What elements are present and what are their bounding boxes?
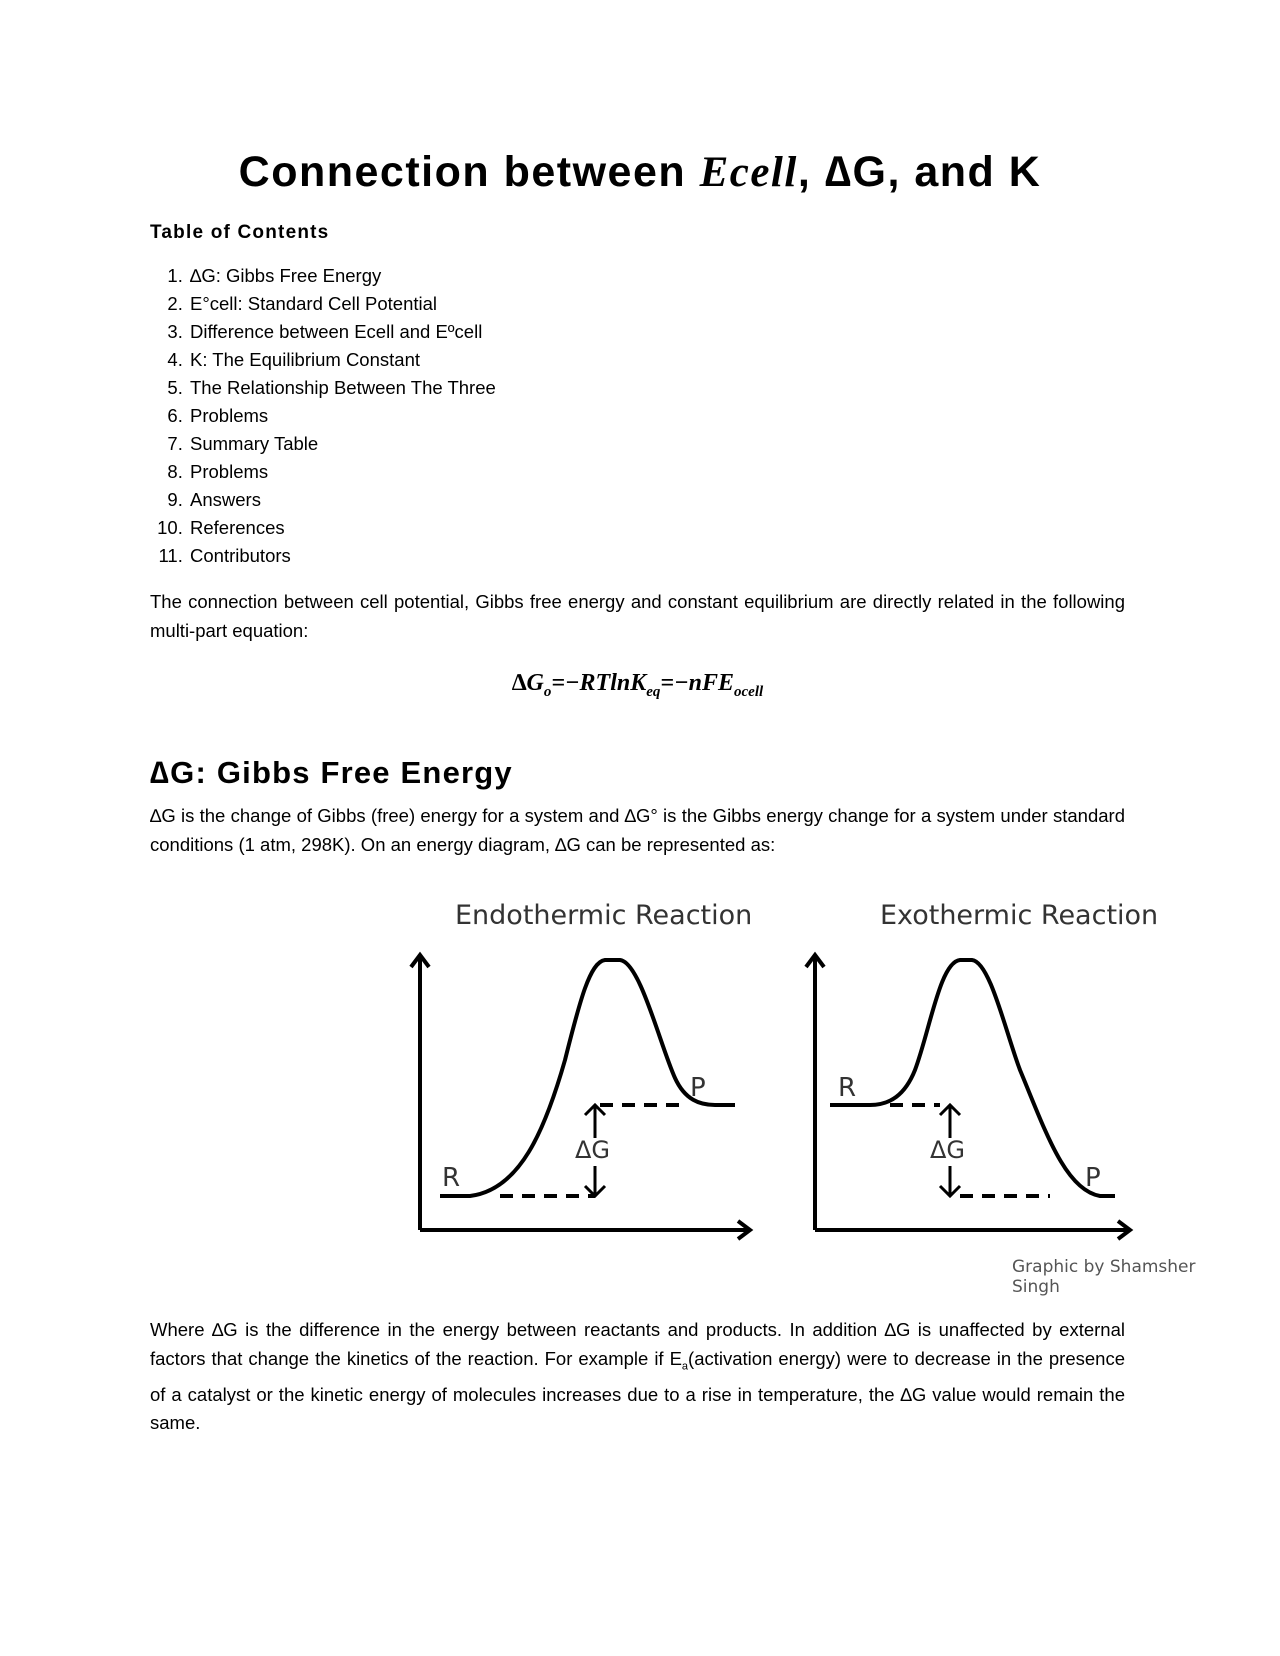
toc-item-label[interactable]: ∆G: Gibbs Free Energy	[190, 265, 382, 286]
reactant-label: R	[838, 1073, 857, 1103]
endothermic-diagram	[411, 955, 750, 1239]
toc-item-label[interactable]: Difference between Ecell and Eºcell	[190, 321, 483, 342]
energy-diagram-svg	[260, 900, 1230, 1300]
eq-part: =−RTlnK	[551, 670, 647, 696]
toc-item-label[interactable]: E°cell: Standard Cell Potential	[190, 293, 438, 314]
delta-g-label: ΔG	[575, 1136, 611, 1164]
toc-item[interactable]	[188, 318, 496, 346]
toc-item[interactable]	[188, 374, 496, 402]
toc-item-label[interactable]: K: The Equilibrium Constant	[190, 349, 420, 370]
toc-heading: Table of Contents	[150, 222, 330, 243]
y-axis	[806, 955, 824, 1230]
toc-item-label[interactable]: Problems	[190, 461, 269, 482]
eq-part: =−nFE	[660, 670, 735, 696]
toc-item[interactable]	[188, 458, 496, 486]
gibbs-paragraph: ∆G is the change of Gibbs (free) energy for a system and ∆G° is the Gibbs energy change for a system under standard conditions (1 atm, 298K). On an energy diagram, ∆G can be represented as:	[150, 805, 1125, 855]
toc-item-label[interactable]: Answers	[190, 489, 261, 510]
toc-item[interactable]	[188, 290, 496, 318]
graphic-credit: Graphic by Shamsher Singh	[1012, 1257, 1196, 1297]
product-label: P	[690, 1073, 706, 1103]
reaction-curve	[830, 960, 1115, 1196]
eq-sub: ocell	[734, 683, 764, 700]
title-ecell: Ecell	[699, 149, 798, 196]
gibbs-paragraph-2	[150, 1316, 1125, 1438]
page-title	[0, 148, 1280, 197]
toc-item-label[interactable]: Summary Table	[190, 433, 319, 454]
toc-item[interactable]	[188, 430, 496, 458]
section-heading-gibbs: ∆G: Gibbs Free Energy	[150, 755, 513, 790]
x-axis	[815, 1221, 1130, 1239]
exothermic-title: Exothermic Reaction	[880, 900, 1159, 931]
para-text: Where ∆G is the difference in the energy between reactants and products. In addition ∆G is unaffected by external factors that change the kinetics of the reaction. For example if E	[150, 1319, 1125, 1369]
toc-item-label[interactable]: Problems	[190, 405, 269, 426]
toc-item[interactable]	[188, 262, 496, 290]
endothermic-title: Endothermic Reaction	[455, 900, 753, 931]
toc-item-label[interactable]: Contributors	[190, 545, 291, 566]
toc-item[interactable]	[188, 402, 496, 430]
toc-item-label[interactable]: The Relationship Between The Three	[190, 377, 496, 398]
equation	[150, 670, 1125, 701]
subscript-a: a	[681, 1360, 689, 1373]
y-axis	[411, 955, 429, 1230]
reactant-label: R	[442, 1163, 461, 1193]
table-of-contents	[150, 262, 496, 570]
delta-g-label: ΔG	[930, 1136, 966, 1164]
eq-sub: o	[543, 683, 552, 700]
toc-item[interactable]	[188, 542, 496, 570]
toc-item-label[interactable]: References	[190, 517, 285, 538]
intro-paragraph: The connection between cell potential, Gibbs free energy and constant equilibrium are directly related in the following multi-part equation:	[150, 591, 1125, 641]
eq-sub: eq	[646, 683, 661, 700]
toc-item[interactable]	[188, 346, 496, 374]
dashed-line	[890, 1105, 1050, 1196]
toc-item[interactable]	[188, 514, 496, 542]
eq-part: ∆G	[511, 670, 544, 696]
product-label: P	[1085, 1163, 1101, 1193]
exothermic-diagram	[806, 955, 1130, 1239]
energy-diagram-figure	[260, 900, 1230, 1300]
title-prefix: Connection between	[238, 148, 700, 196]
para-text: (activation energy) were to decrease in the presence of a catalyst or the kinetic energy of molecules increases due to a rise in temperature, the ∆G value would remain the same.	[150, 1347, 1125, 1434]
x-axis	[420, 1221, 750, 1239]
toc-item[interactable]	[188, 486, 496, 514]
title-suffix: , ∆G, and K	[797, 148, 1042, 196]
